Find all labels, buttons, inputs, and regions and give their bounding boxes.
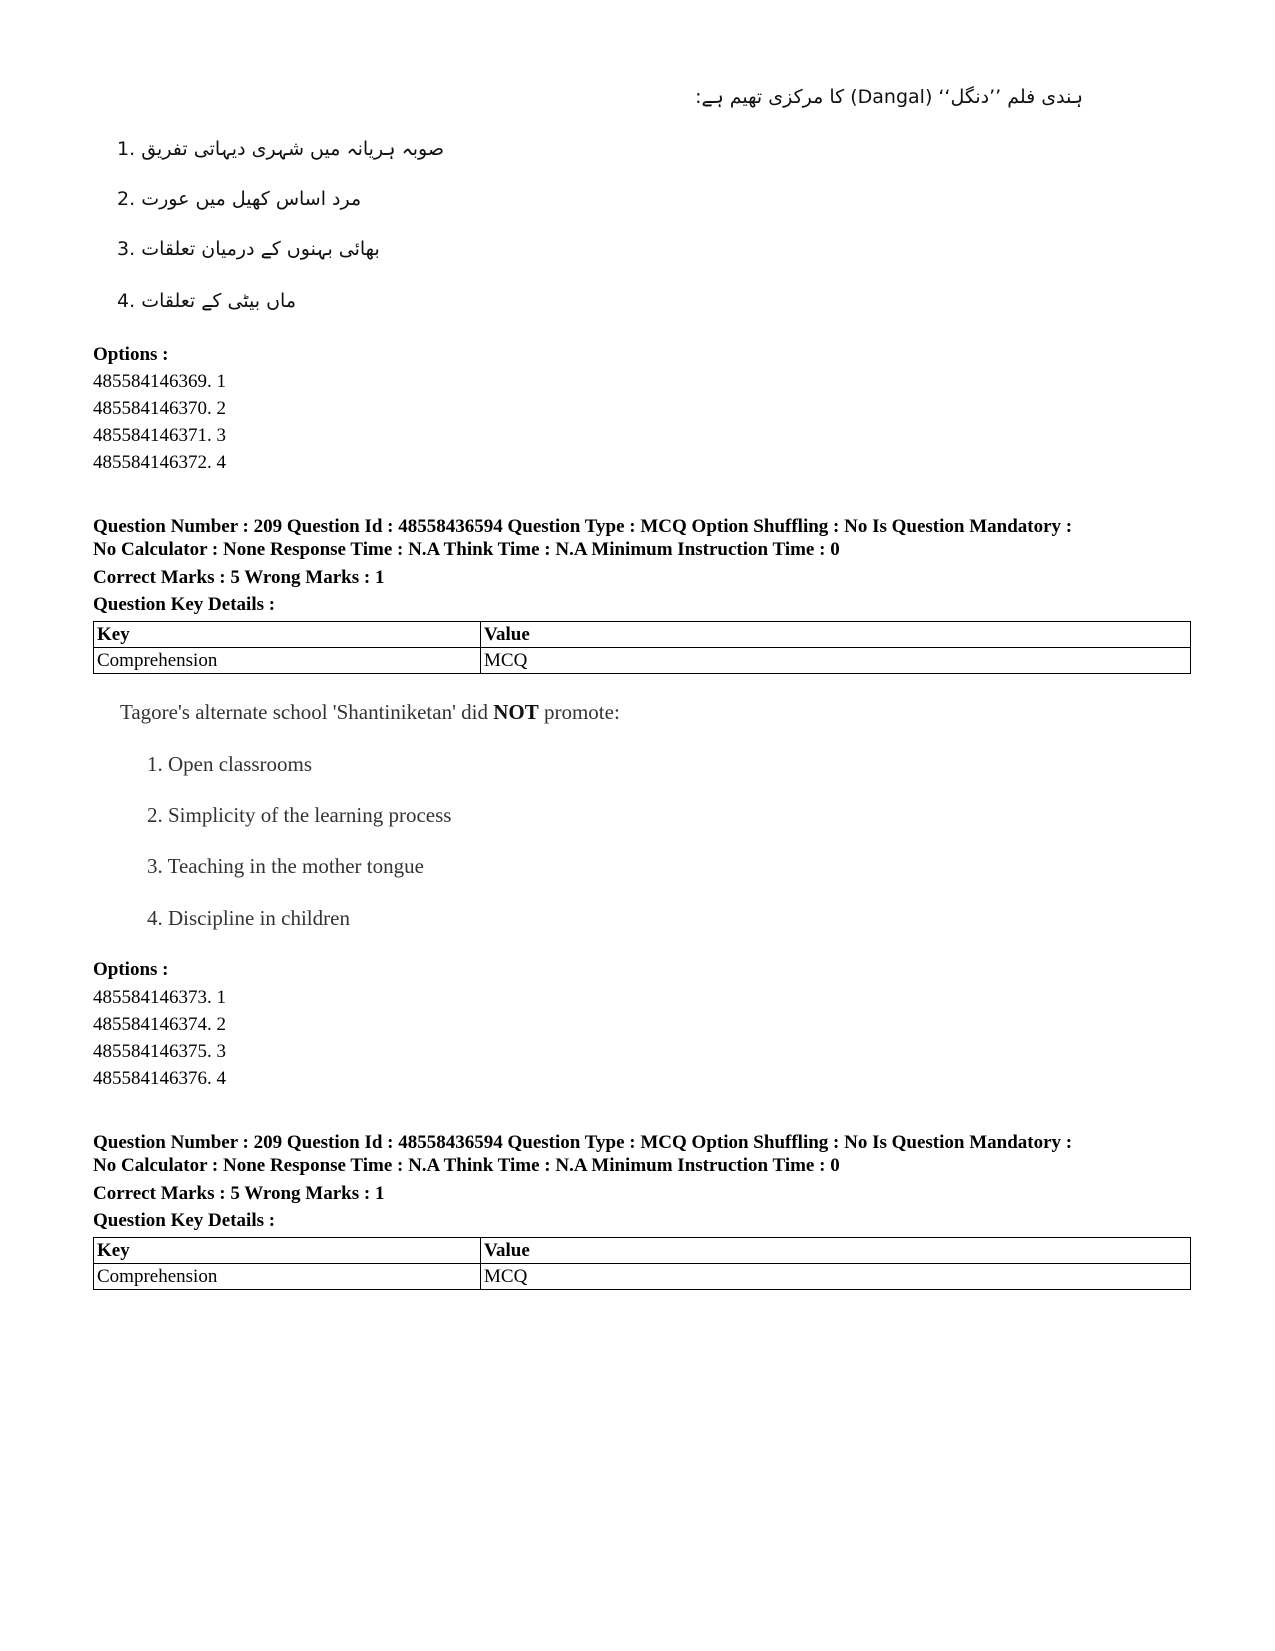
key-details-table xyxy=(93,1237,1191,1290)
options-label: Options : xyxy=(93,344,169,365)
table-cell-key: Comprehension xyxy=(94,648,481,674)
option-line: 485584146371. 3 xyxy=(93,425,226,446)
question-meta-line-2: No Calculator : None Response Time : N.A Think Time : N.A Minimum Instruction Time : 0 xyxy=(93,1155,840,1176)
option-line: 485584146374. 2 xyxy=(93,1014,226,1035)
option-line: 485584146369. 1 xyxy=(93,371,226,392)
urdu-option-3 xyxy=(117,238,380,260)
item-text: ماں بیٹی کے تعلقات xyxy=(141,290,297,312)
table-header-value: Value xyxy=(481,1238,1191,1264)
question-meta xyxy=(93,1131,1193,1177)
statement-item-1: 1. Open classrooms xyxy=(147,752,313,776)
table-row xyxy=(94,648,1191,674)
option-line: 485584146376. 4 xyxy=(93,1068,226,1089)
option-line: 485584146370. 2 xyxy=(93,398,226,419)
table-cell-key: Comprehension xyxy=(94,1264,481,1290)
table-header-key: Key xyxy=(94,1238,481,1264)
item-number: 2. xyxy=(117,188,136,210)
urdu-option-1 xyxy=(117,138,444,160)
statement-item-2: 2. Simplicity of the learning process xyxy=(147,803,452,827)
table-row xyxy=(94,1264,1191,1290)
option-line: 485584146373. 1 xyxy=(93,987,226,1008)
urdu-option-2 xyxy=(117,188,361,210)
stem-text-end: promote: xyxy=(538,700,620,724)
key-details-label: Question Key Details : xyxy=(93,1210,276,1231)
urdu-question-stem: ہندی فلم ’’دنگل‘‘ (Dangal) کا مرکزی تھیم ہے: xyxy=(695,86,1083,108)
item-text: صوبہ ہریانہ میں شہری دیہاتی تفریق xyxy=(141,138,444,160)
urdu-option-4 xyxy=(117,290,296,312)
option-line: 485584146372. 4 xyxy=(93,452,226,473)
table-header-key: Key xyxy=(94,622,481,648)
marks-line: Correct Marks : 5 Wrong Marks : 1 xyxy=(93,567,385,588)
item-text: مرد اساس کھیل میں عورت xyxy=(141,188,362,210)
question-stem xyxy=(120,700,620,725)
item-number: 3. xyxy=(117,238,136,260)
item-number: 4. xyxy=(117,290,136,312)
stem-text: Tagore's alternate school 'Shantiniketan' did xyxy=(120,700,494,724)
question-meta-line-1: Question Number : 209 Question Id : 48558436594 Question Type : MCQ Option Shuffling : No Is Question Mandatory : xyxy=(93,1132,1073,1153)
stem-emphasis: NOT xyxy=(493,700,539,724)
question-meta xyxy=(93,515,1193,561)
statement-item-3: 3. Teaching in the mother tongue xyxy=(147,854,424,878)
option-line: 485584146375. 3 xyxy=(93,1041,226,1062)
table-header-row xyxy=(94,622,1191,648)
question-meta-line-1: Question Number : 209 Question Id : 48558436594 Question Type : MCQ Option Shuffling : No Is Question Mandatory : xyxy=(93,516,1073,537)
marks-line: Correct Marks : 5 Wrong Marks : 1 xyxy=(93,1183,385,1204)
question-meta-line-2: No Calculator : None Response Time : N.A Think Time : N.A Minimum Instruction Time : 0 xyxy=(93,539,840,560)
item-number: 1. xyxy=(117,138,136,160)
statement-item-4: 4. Discipline in children xyxy=(147,906,350,930)
table-cell-value: MCQ xyxy=(481,648,1191,674)
table-header-value: Value xyxy=(481,622,1191,648)
item-text: بھائی بہنوں کے درمیان تعلقات xyxy=(141,238,380,260)
key-details-table xyxy=(93,621,1191,674)
table-header-row xyxy=(94,1238,1191,1264)
key-details-label: Question Key Details : xyxy=(93,594,276,615)
table-cell-value: MCQ xyxy=(481,1264,1191,1290)
options-label: Options : xyxy=(93,959,169,980)
